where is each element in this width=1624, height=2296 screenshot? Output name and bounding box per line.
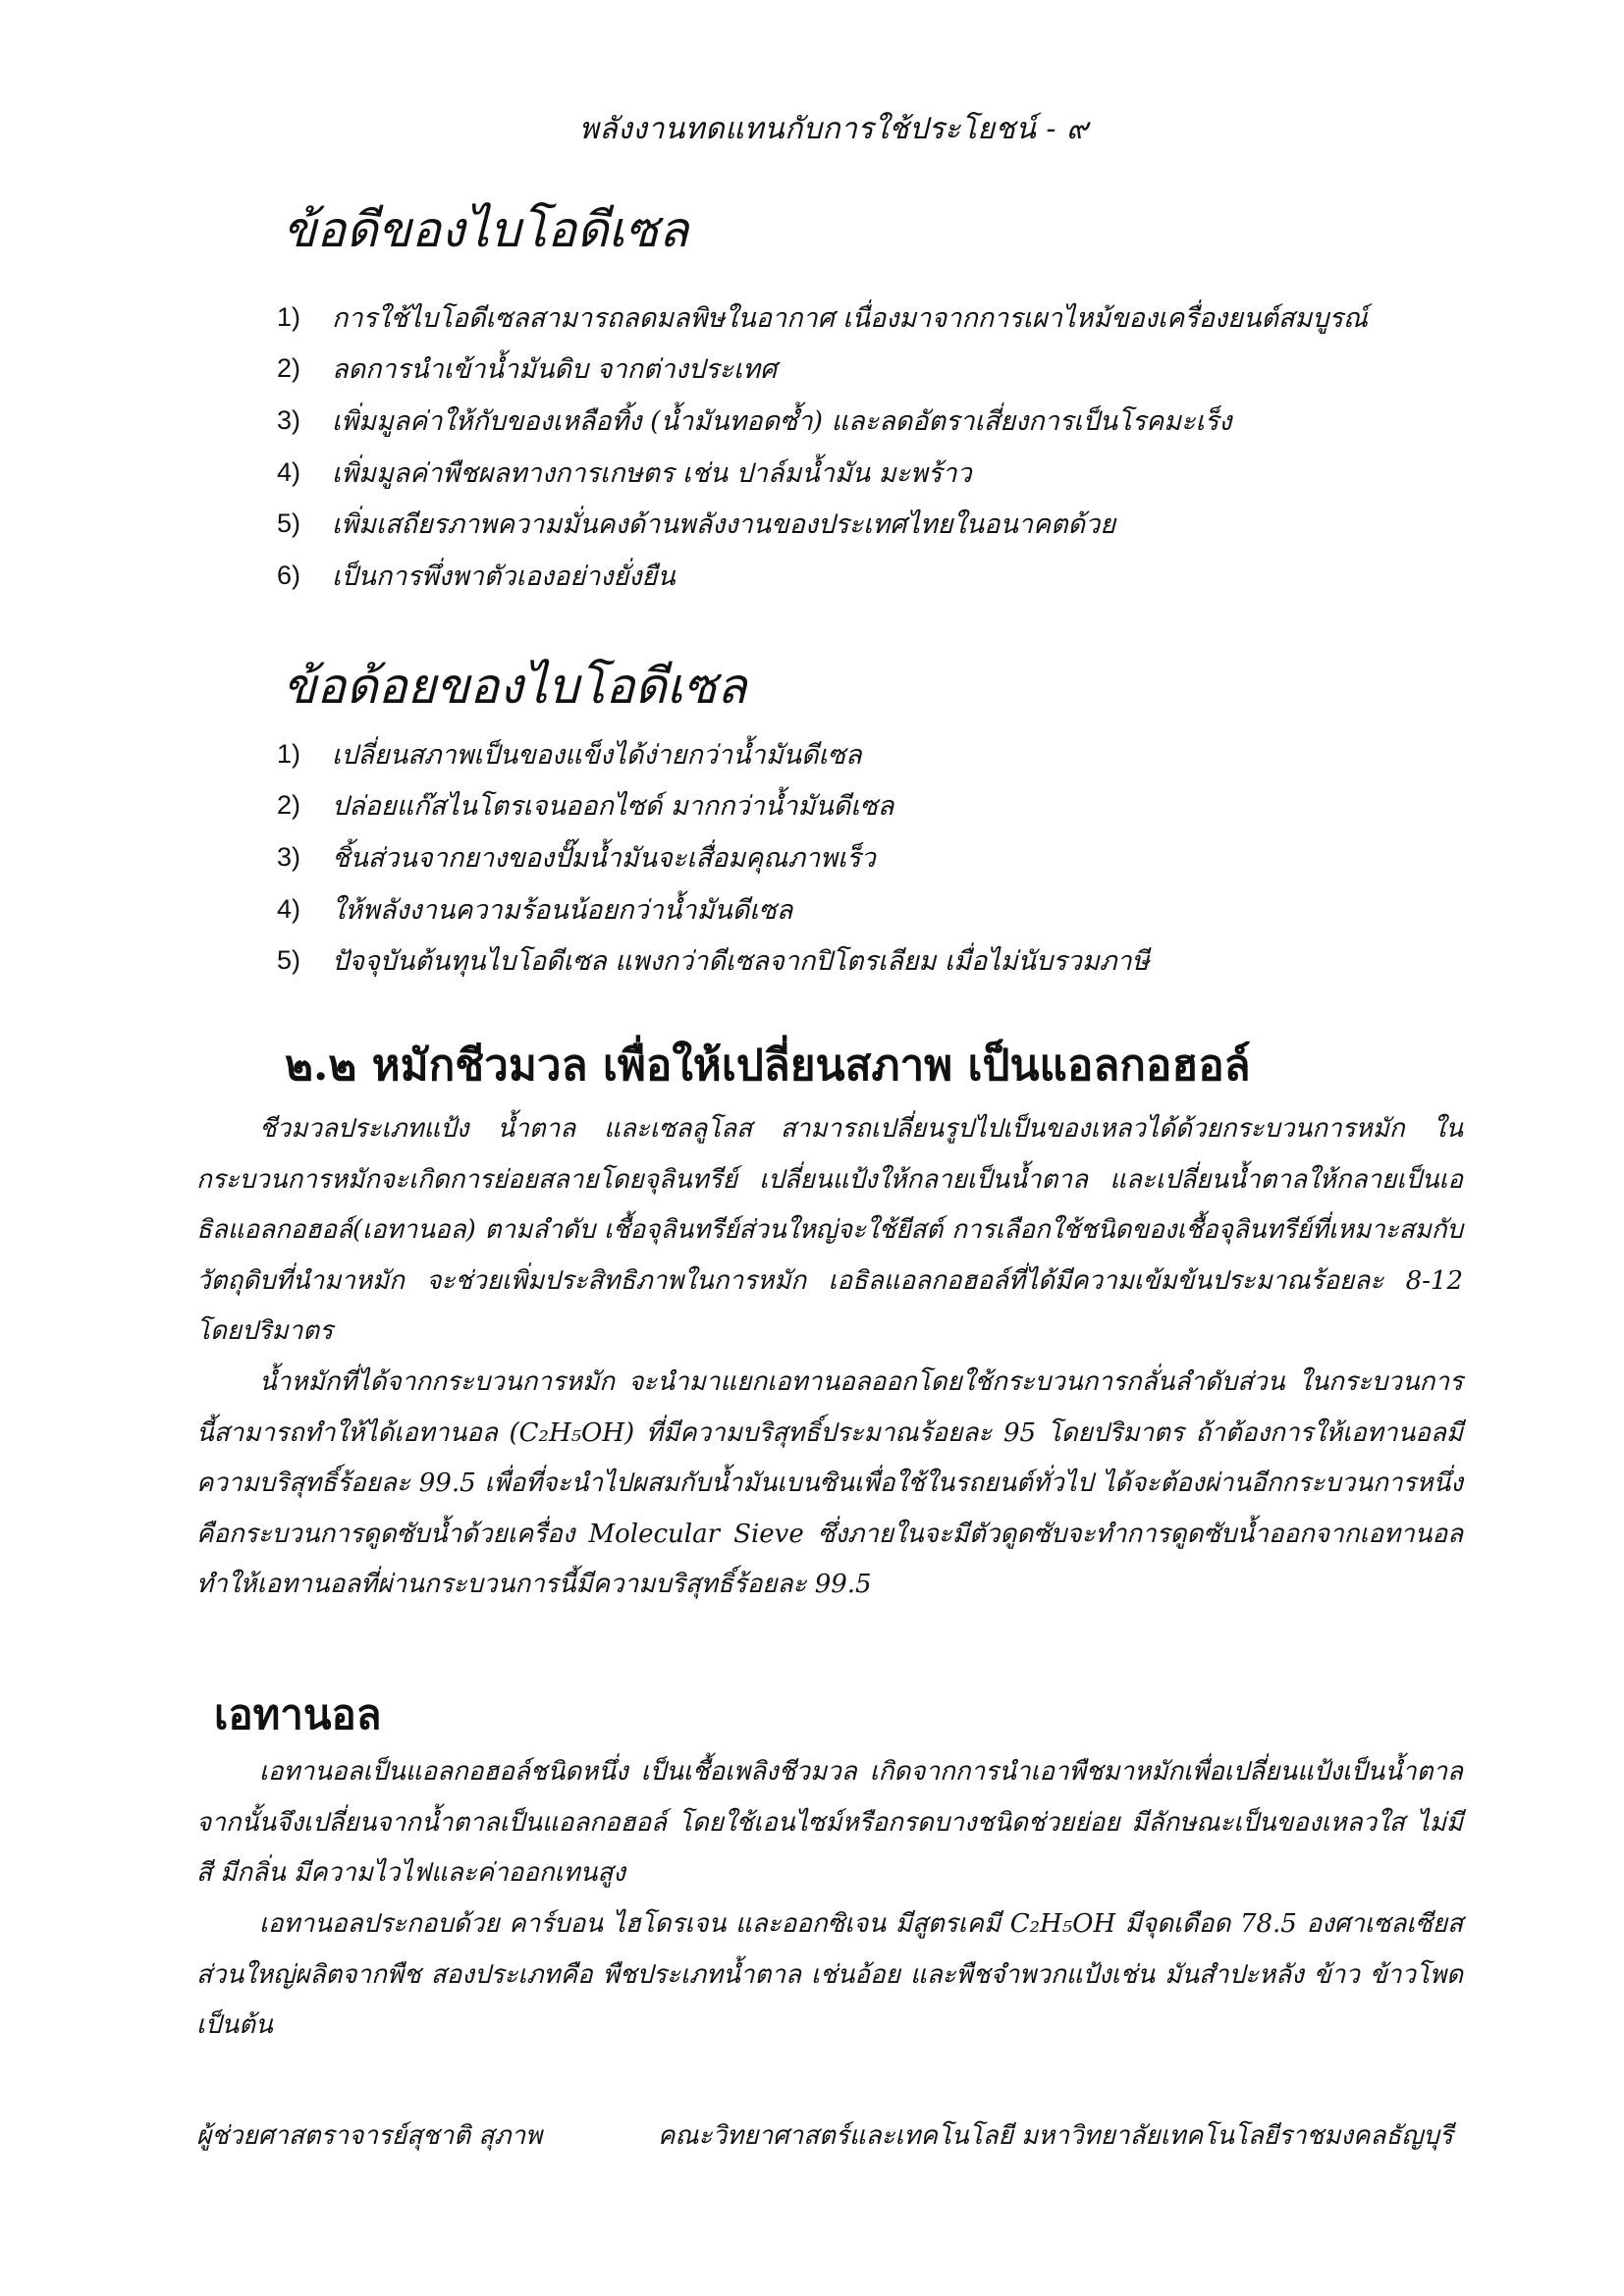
list-item: 4) เพิ่มมูลค่าพืชผลทางการเกษตร เช่น ปาล์มน้ำมัน มะพร้าว (277, 456, 972, 489)
list-item: 2) ลดการนำเข้าน้ำมันดิบ จากต่างประเทศ (277, 353, 778, 386)
footer-author: ผู้ช่วยศาสตราจารย์สุชาติ สุภาพ (196, 2121, 543, 2151)
ethanol-paragraph-1: เอทานอลเป็นแอลกอฮอล์ชนิดหนึ่ง เป็นเชื้อเพลิงชีวมวล เกิดจากการนำเอาพืชมาหมักเพื่อเปลี่ยนแป้งเป็นน้ำตาล จากนั้นจึงเปลี่ยนจากน้ำตาลเป็นแอลกอฮอล์ โดยใช้เอนไซม์หรือกรดบางชนิดช่วยย่อย มีลักษณะเป็นของเหลวใส ไม่มีสี มีกลิ่น มีความไวไฟและค่าออกเทนสูง (196, 1757, 1463, 1888)
advantages-list (277, 292, 1368, 602)
section-2-2-paragraph-2: น้ำหมักที่ได้จากกระบวนการหมัก จะนำมาแยกเอทานอลออกโดยใช้กระบวนการกลั่นลำดับส่วน ในกระบวนการนี้สามารถทำให้ได้เอทานอล (C₂H₅OH) ที่มีความบริสุทธิ์ประมาณร้อยละ 95 โดยปริมาตร ถ้าต้องการให้เอทานอลมีความบริสุทธิ์ร้อยละ 99.5 เพื่อที่จะนำไปผสมกับน้ำมันเบนซินเพื่อใช้ในรถยนต์ทั่วไป ได้จะต้องผ่านอีกกระบวนการหนึ่งคือกระบวนการดูดซับน้ำด้วยเครื่อง Molecular Sieve ซึ่งภายในจะมีตัวดูดซับจะทำการดูดซับน้ำออกจากเอทานอลทำให้เอทานอลที่ผ่านกระบวนการนี้มีความบริสุทธิ์ร้อยละ 99.5 (196, 1367, 1463, 1599)
section-2-2-heading: ๒.๒ หมักชีวมวล เพื่อให้เปลี่ยนสภาพ เป็นแอลกอฮอล์ (285, 1041, 1251, 1091)
ethanol-paragraph-2: เอทานอลประกอบด้วย คาร์บอน ไฮโดรเจน และออกซิเจน มีสูตรเคมี C₂H₅OH มีจุดเดือด 78.5 องศาเซลเซียส ส่วนใหญ่ผลิตจากพืช สองประเภทคือ พืชประเภทน้ำตาล เช่นอ้อย และพืชจำพวกแป้งเช่น มันสำปะหลัง ข้าว ข้าวโพด เป็นต้น (196, 1909, 1463, 2040)
disadvantages-list (277, 728, 1149, 987)
section-2-2-paragraph-1: ชีวมวลประเภทแป้ง น้ำตาล และเซลลูโลส สามารถเปลี่ยนรูปไปเป็นของเหลวได้ด้วยกระบวนการหมัก ในกระบวนการหมักจะเกิดการย่อยสลายโดยจุลินทรีย์ เปลี่ยนแป้งให้กลายเป็นน้ำตาล และเปลี่ยนน้ำตาลให้กลายเป็นเอธิลแอลกอฮอล์(เอทานอล) ตามลำดับ เชื้อจุลินทรีย์ส่วนใหญ่จะใช้ยีสต์ การเลือกใช้ชนิดของเชื้อจุลินทรีย์ที่เหมาะสมกับวัตถุดิบที่นำมาหมัก จะช่วยเพิ่มประสิทธิภาพในการหมัก เอธิลแอลกอฮอล์ที่ได้มีความเข้มข้นประมาณร้อยละ 8-12 โดยปริมาตร (196, 1114, 1463, 1346)
list-item: 3) เพิ่มมูลค่าให้กับของเหลือทิ้ง (น้ำมันทอดซ้ำ) และลดอัตราเสี่ยงการเป็นโรคมะเร็ง (277, 404, 1232, 437)
list-item: 3) ชิ้นส่วนจากยางของปั๊มน้ำมันจะเสื่อมคุณภาพเร็ว (277, 841, 876, 874)
advantages-heading: ข้อดีของไบโอดีเซล (283, 201, 689, 258)
ethanol-heading: เอทานอล (214, 1690, 382, 1738)
list-item: 1) เปลี่ยนสภาพเป็นของแข็งได้ง่ายกว่าน้ำมันดีเซล (277, 738, 862, 771)
disadvantages-heading: ข้อด้อยของไบโอดีเซล (283, 658, 747, 715)
list-item: 5) ปัจจุบันต้นทุนไบโอดีเซล แพงกว่าดีเซลจากปิโตรเลียม เมื่อไม่นับรวมภาษี (277, 945, 1150, 978)
list-item: 2) ปล่อยแก๊สไนโตรเจนออกไซด์ มากกว่าน้ำมันดีเซล (277, 790, 894, 823)
page-header: พลังงานทดแทนกับการใช้ประโยชน์ - ๙ (579, 112, 1089, 146)
list-item: 5) เพิ่มเสถียรภาพความมั่นคงด้านพลังงานของประเทศไทยในอนาคตด้วย (277, 508, 1116, 541)
list-item: 4) ให้พลังงานความร้อนน้อยกว่าน้ำมันดีเซล (277, 893, 793, 926)
list-item: 6) เป็นการพึ่งพาตัวเองอย่างยั่งยืน (277, 560, 676, 592)
footer-affiliation: คณะวิทยาศาสตร์และเทคโนโลยี มหาวิทยาลัยเทคโนโลยีราชมงคลธัญบุรี (658, 2121, 1453, 2151)
list-item: 1) การใช้ไบโอดีเซลสามารถลดมลพิษในอากาศ เนื่องมาจากการเผาไหม้ของเครื่องยนต์สมบูรณ์ (277, 301, 1368, 334)
